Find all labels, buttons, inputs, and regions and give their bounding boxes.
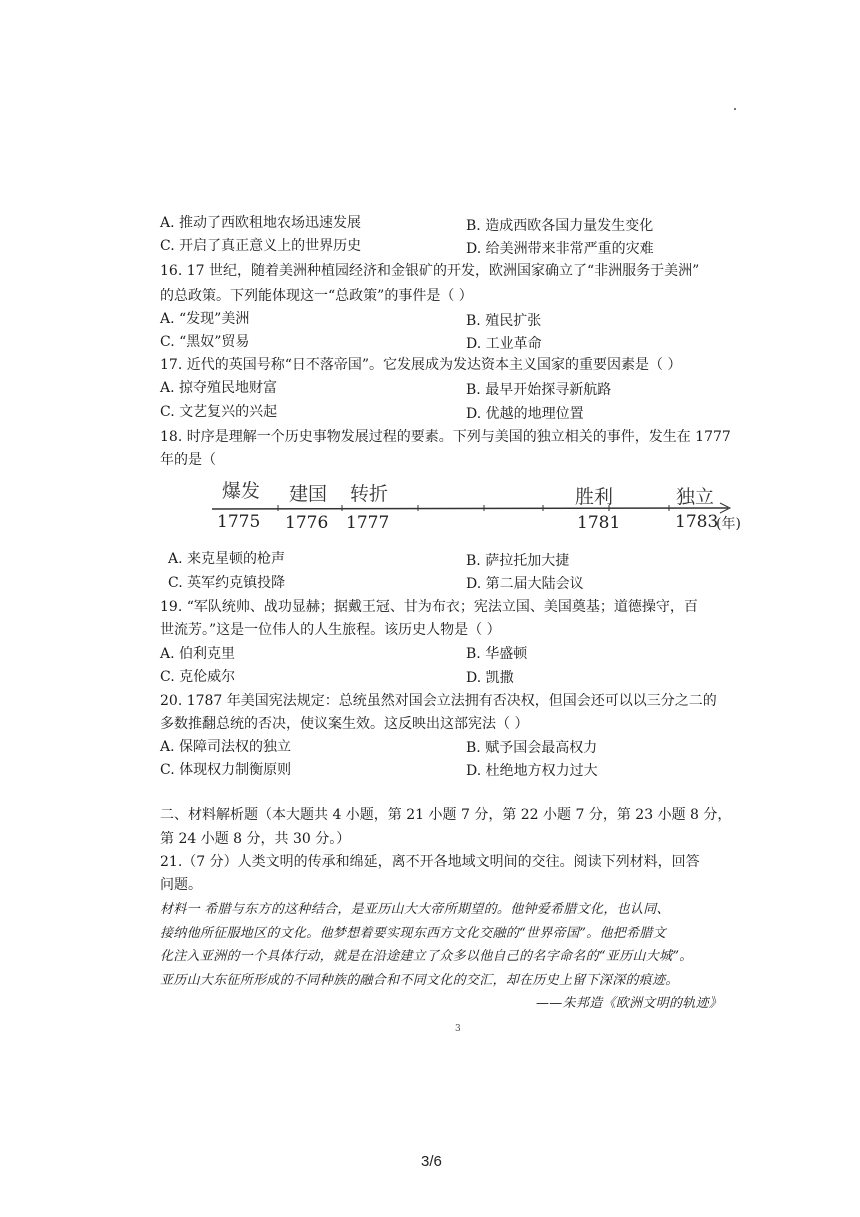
q17-option-c: C. 文艺复兴的兴起 <box>160 404 278 420</box>
timeline-event-label: 爆发 <box>222 480 261 502</box>
q21-material-line3: 化注入亚洲的一个具体行动，就是在沿途建立了众多以他自己的名字命名的“亚历山大城”。 <box>160 949 693 964</box>
q19-option-d: D. 凯撒 <box>466 670 514 686</box>
q19-option-a: A. 伯利克里 <box>160 646 236 662</box>
q21-stem-line2: 问题。 <box>160 877 202 893</box>
q18-option-a: A. 来克星顿的枪声 <box>168 551 286 567</box>
timeline-event-label: 独立 <box>676 486 715 508</box>
q17-stem: 17. 近代的英国号称“日不落帝国”。它发展成为发达资本主义国家的重要因素是（ ） <box>160 357 682 373</box>
q17-option-a: A. 掠夺殖民地财富 <box>160 380 278 396</box>
q16-option-c: C. “黑奴”贸易 <box>160 334 250 350</box>
timeline-year-label: 1777 <box>346 513 390 533</box>
q19-option-c: C. 克伦威尔 <box>160 669 236 685</box>
timeline-year-label: 1775 <box>217 512 261 532</box>
q20-stem-line2: 多数推翻总统的否决，使议案生效。这反映出这部宪法（ ） <box>160 716 529 732</box>
q19-stem-line2: 世流芳。”这是一位伟人的人生旅程。该历史人物是（ ） <box>160 622 501 638</box>
q18-stem-line1: 18. 时序是理解一个历史事物发展过程的要素。下列与美国的独立相关的事件，发生在 1777 <box>160 429 731 445</box>
q15-option-d: D. 给美洲带来非常严重的灾难 <box>466 241 654 257</box>
q16-option-b: B. 殖民扩张 <box>466 313 542 329</box>
section2-heading-line1: 二、材料解析题（本大题共 4 小题，第 21 小题 7 分，第 22 小题 7 分，第 23 小题 8 分， <box>160 807 732 823</box>
q21-material-line4: 亚历山大东征所形成的不同种族的融合和不同文化的交汇，却在历史上留下深深的痕迹。 <box>160 973 679 988</box>
q17-option-b: B. 最早开始探寻新航路 <box>466 382 612 398</box>
section2-heading-line2: 第 24 小题 8 分，共 30 分。） <box>160 831 351 847</box>
q17-option-d: D. 优越的地理位置 <box>466 406 584 422</box>
timeline-arrowhead <box>720 503 730 513</box>
q19-stem-line1: 19. “军队统帅、战功显赫；据戴王冠、甘为布衣；宪法立国、美国奠基；道德操守，百 <box>160 599 698 615</box>
timeline-year-label: 1776 <box>285 513 329 533</box>
q16-stem-line1: 16. 17 世纪，随着美洲种植园经济和金银矿的开发，欧洲国家确立了“非洲服务于美洲” <box>160 263 700 279</box>
timeline-unit-label: (年) <box>716 516 741 532</box>
q21-material-line1: 材料一 希腊与东方的这种结合，是亚历山大大帝所期望的。他钟爱希腊文化，也认同、 <box>160 902 670 917</box>
timeline-event-label: 转折 <box>350 483 389 505</box>
q15-option-c: C. 开启了真正意义上的世界历史 <box>160 238 362 254</box>
q20-option-d: D. 杜绝地方权力过大 <box>466 763 598 779</box>
q16-option-d: D. 工业革命 <box>466 336 542 352</box>
q20-option-b: B. 赋予国会最高权力 <box>466 740 598 756</box>
q18-option-d: D. 第二届大陆会议 <box>466 576 584 592</box>
q15-option-b: B. 造成西欧各国力量发生变化 <box>466 218 654 234</box>
timeline-year-label: 1783 <box>675 512 719 532</box>
q15-option-a: A. 推动了西欧租地农场迅速发展 <box>160 215 362 231</box>
q21-material-source: ——朱邦造《欧洲文明的轨迹》 <box>536 996 723 1011</box>
q18-option-b: B. 萨拉托加大捷 <box>466 553 570 569</box>
q16-option-a: A. “发现”美洲 <box>160 311 250 327</box>
q20-stem-line1: 20. 1787 年美国宪法规定：总统虽然对国会立法拥有否决权，但国会还可以以三分之二的 <box>160 693 717 709</box>
q20-option-a: A. 保障司法权的独立 <box>160 739 292 755</box>
timeline-year-label: 1781 <box>577 513 621 533</box>
page-footer: 3/6 <box>421 1153 442 1170</box>
q18-option-c: C. 英军约克镇投降 <box>168 575 286 591</box>
timeline-event-label: 建国 <box>289 483 328 505</box>
q20-option-c: C. 体现权力制衡原则 <box>160 762 292 778</box>
q21-stem-line1: 21.（7 分）人类文明的传承和绵延，离不开各地域文明间的交往。阅读下列材料，回答 <box>160 854 700 870</box>
q19-option-b: B. 华盛顿 <box>466 646 528 662</box>
timeline-event-label: 胜利 <box>575 486 614 508</box>
page-number: 3 <box>455 1024 461 1034</box>
scan-speck <box>734 108 736 110</box>
q21-material-line2: 接纳他所征服地区的文化。他梦想着要实现东西方文化交融的“世界帝国”。他把希腊文 <box>160 926 666 941</box>
q16-stem-line2: 的总政策。下列能体现这一“总政策”的事件是（ ） <box>160 288 473 304</box>
q18-stem-line2: 年的是（ <box>160 452 216 468</box>
